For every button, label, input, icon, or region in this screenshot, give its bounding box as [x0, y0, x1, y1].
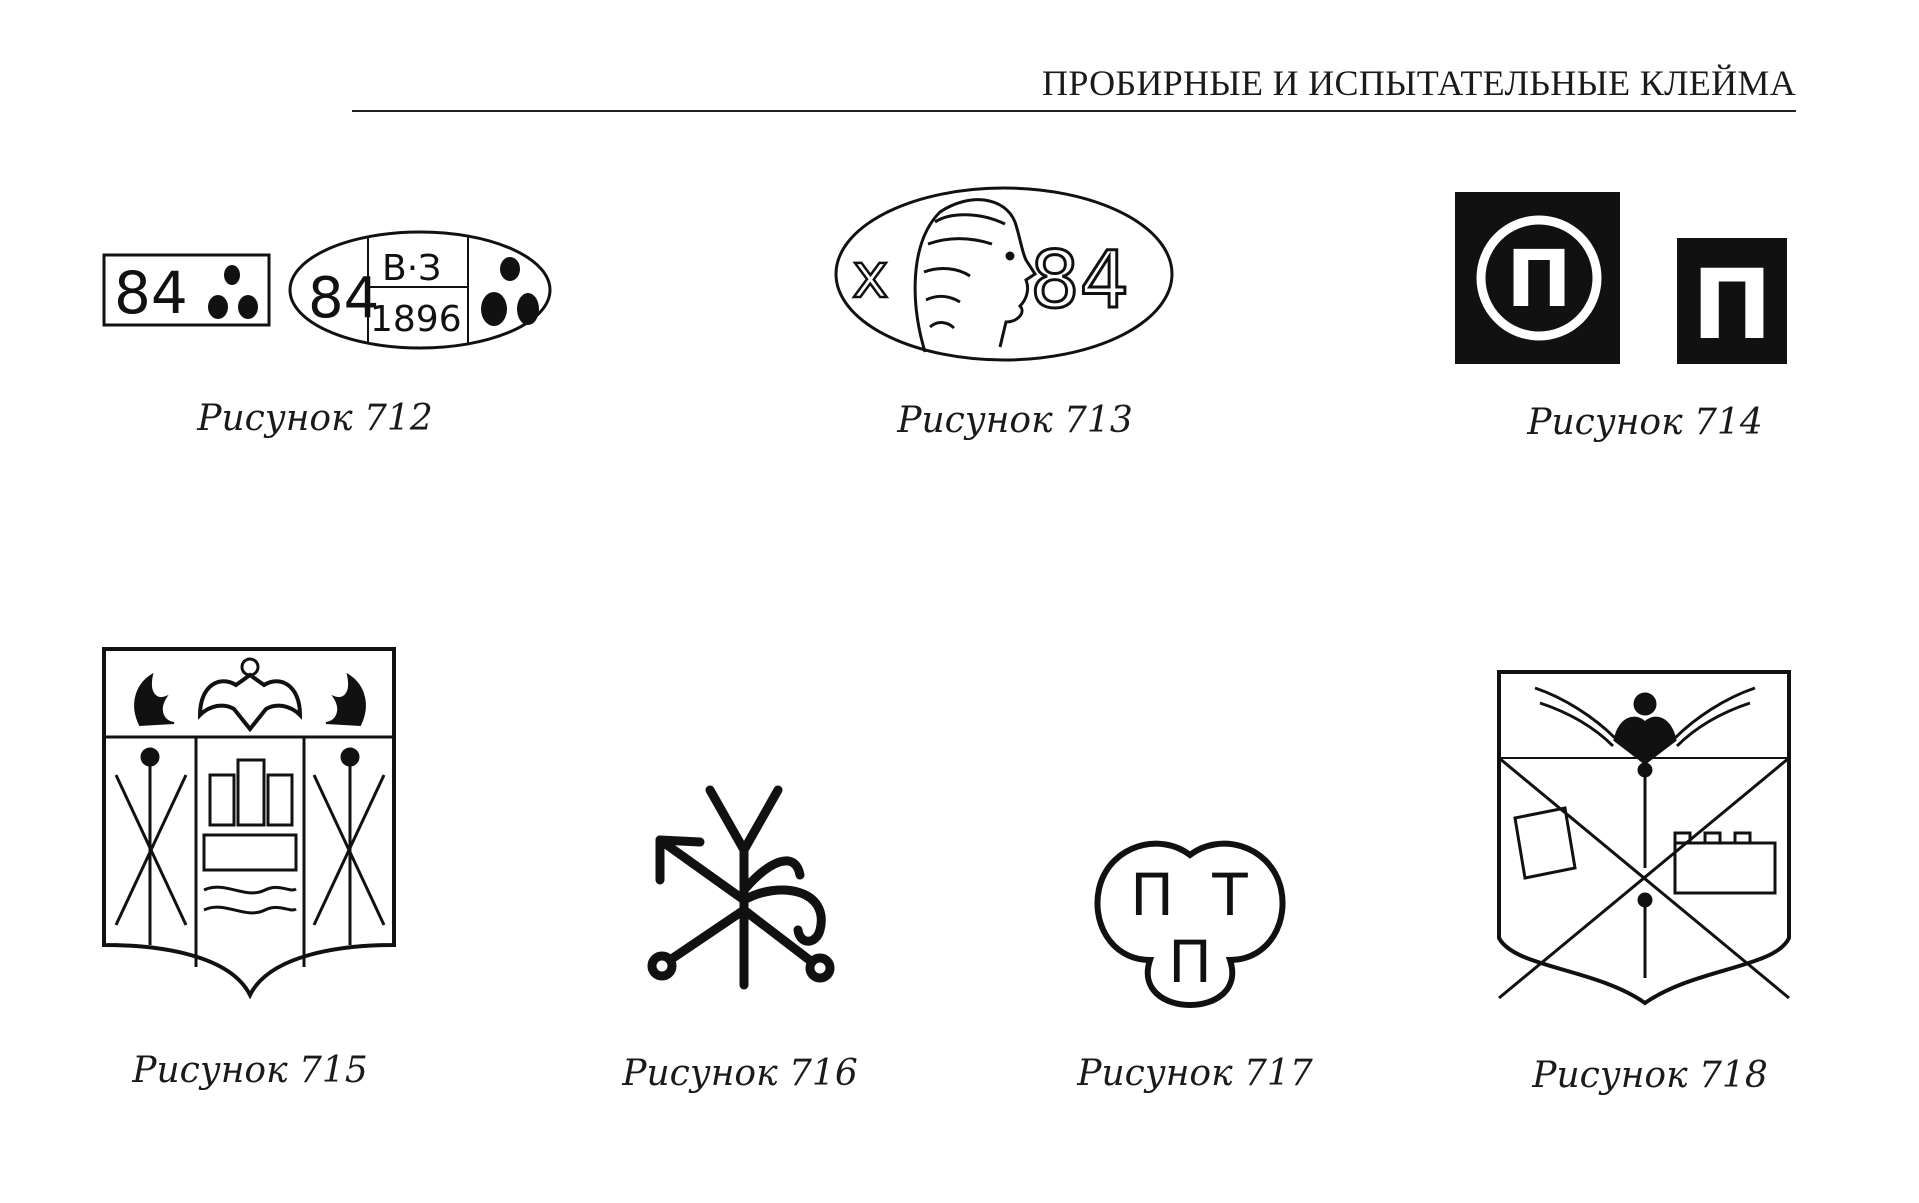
- figure-714-marks: [1455, 190, 1795, 370]
- mark-717-top-right: Т: [1212, 861, 1248, 929]
- mark-712-rect-number: 84: [114, 259, 188, 327]
- figure-717-mark: [1090, 810, 1290, 1010]
- caption-714: Рисунок 714: [1527, 402, 1763, 443]
- crossed-staffs-left-icon: [116, 749, 186, 945]
- figure-712-marks: [100, 225, 560, 355]
- mark-713-number: 84: [1030, 236, 1130, 326]
- mark-713-letter: х: [852, 239, 889, 312]
- figure-716-monogram: [640, 780, 850, 1000]
- double-headed-eagle-icon: [135, 659, 365, 729]
- mark-712-drops-right: [481, 257, 539, 326]
- header-rule: [352, 110, 1796, 112]
- mark-714-square-letter: П: [1691, 249, 1773, 361]
- figure-713-mark: [830, 182, 1180, 367]
- mark-712-oval-letters: В·З: [382, 248, 442, 289]
- female-head-profile-icon: [915, 200, 1035, 352]
- mark-717-bottom: П: [1168, 928, 1212, 996]
- fortress-towers-icon: [204, 760, 296, 913]
- staff-bottom-icon: [1639, 894, 1651, 978]
- caption-715: Рисунок 715: [132, 1050, 368, 1091]
- caption-713: Рисунок 713: [897, 400, 1133, 441]
- caption-712: Рисунок 712: [197, 398, 433, 439]
- mark-717-top-left: П: [1130, 861, 1174, 929]
- caption-716: Рисунок 716: [622, 1053, 858, 1094]
- fortress-wall-icon: [1675, 833, 1775, 893]
- staff-left-icon: [1515, 764, 1651, 878]
- monogram-mark-icon: [652, 790, 830, 985]
- figure-715-coat-of-arms: [100, 645, 400, 1005]
- caption-718: Рисунок 718: [1532, 1055, 1768, 1096]
- figure-718-coat-of-arms: [1495, 668, 1795, 1008]
- double-headed-eagle-icon: [1535, 688, 1755, 763]
- mark-712-oval-number: 84: [308, 266, 380, 331]
- mark-712-drops-left: [208, 265, 258, 319]
- crossed-staffs-right-icon: [314, 749, 384, 945]
- mark-714-circle-letter: П: [1506, 235, 1572, 325]
- running-header: ПРОБИРНЫЕ И ИСПЫТАТЕЛЬНЫЕ КЛЕЙМА: [1042, 63, 1796, 103]
- mark-712-oval-year: 1896: [370, 299, 462, 340]
- caption-717: Рисунок 717: [1077, 1053, 1313, 1094]
